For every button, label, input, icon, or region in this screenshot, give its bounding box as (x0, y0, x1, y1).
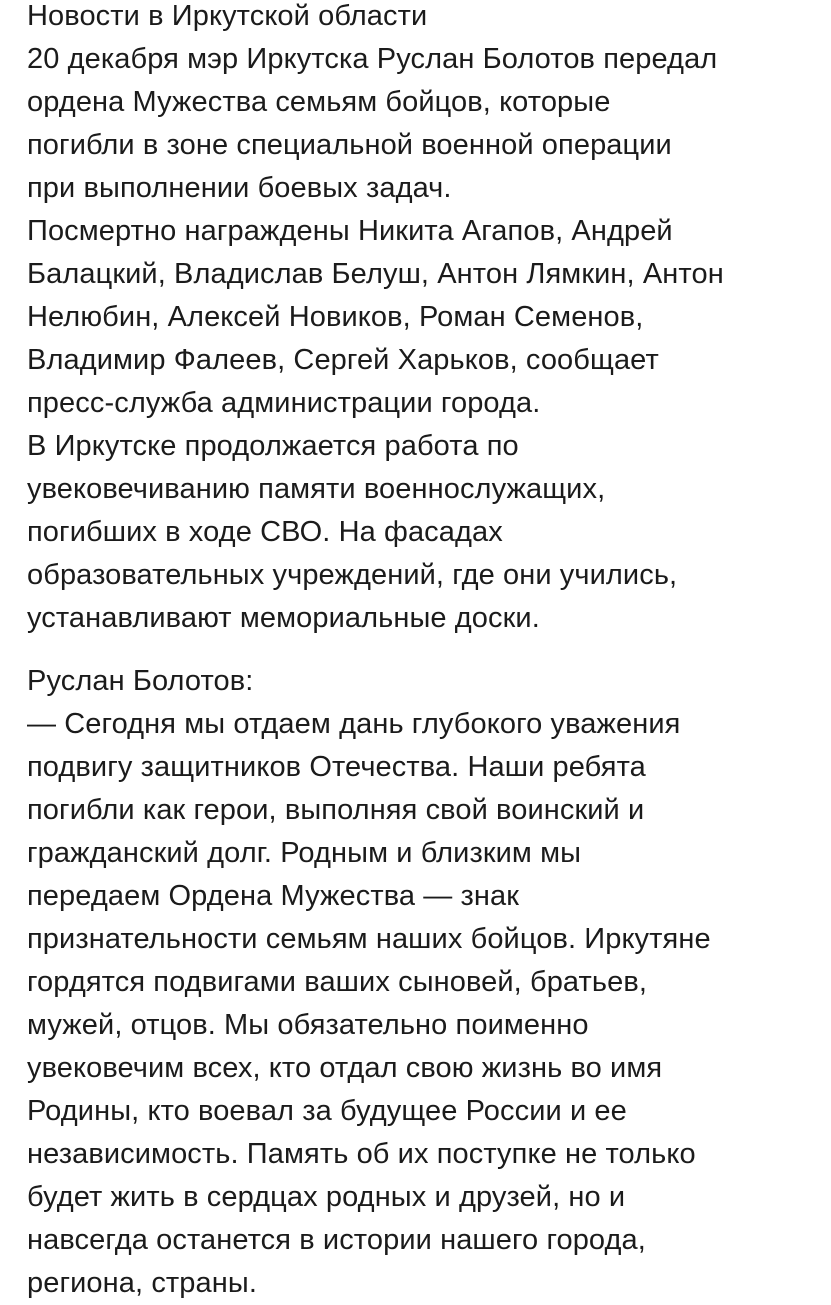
paragraph-gap (27, 640, 817, 660)
text-line: погибших в ходе СВО. На фасадах (27, 516, 503, 548)
text-line: — Сегодня мы отдаем дань глубокого уважения (27, 708, 681, 740)
message-text (27, 0, 817, 1305)
text-line: Нелюбин, Алексей Новиков, Роман Семенов, (27, 301, 644, 333)
text-line: подвигу защитников Отечества. Наши ребята (27, 751, 646, 783)
text-line: 20 декабря мэр Иркутска Руслан Болотов передал (27, 43, 718, 75)
text-line: независимость. Память об их поступке не только (27, 1138, 696, 1170)
text-line: мужей, отцов. Мы обязательно поименно (27, 1009, 589, 1041)
text-line: будет жить в сердцах родных и друзей, но и (27, 1181, 626, 1213)
text-line: увековечим всех, кто отдал свою жизнь во имя (27, 1052, 663, 1084)
text-line: гордятся подвигами ваших сыновей, братьев, (27, 966, 648, 998)
text-line: признательности семьям наших бойцов. Иркутяне (27, 923, 711, 955)
text-line: Родины, кто воевал за будущее России и ее (27, 1095, 627, 1127)
text-line: Руслан Болотов: (27, 665, 254, 697)
text-line: региона, страны. (27, 1267, 257, 1299)
text-line: пресс-служба администрации города. (27, 387, 541, 419)
text-line: при выполнении боевых задач. (27, 172, 452, 204)
text-line: погибли в зоне специальной военной операции (27, 129, 672, 161)
text-line: устанавливают мемориальные доски. (27, 602, 540, 634)
paragraph-news (27, 0, 817, 640)
text-line: увековечиванию памяти военнослужащих, (27, 473, 606, 505)
text-line: образовательных учреждений, где они учились, (27, 559, 678, 591)
text-line: передаем Ордена Мужества — знак (27, 880, 520, 912)
text-line: Посмертно награждены Никита Агапов, Андрей (27, 215, 673, 247)
text-line: Новости в Иркутской области (27, 0, 428, 32)
text-line: В Иркутске продолжается работа по (27, 430, 519, 462)
text-line: погибли как герои, выполняя свой воинский и (27, 794, 645, 826)
text-line: Владимир Фалеев, Сергей Харьков, сообщает (27, 344, 659, 376)
text-line: ордена Мужества семьям бойцов, которые (27, 86, 611, 118)
paragraph-quote (27, 660, 817, 1305)
text-line: Балацкий, Владислав Белуш, Антон Лямкин, Антон (27, 258, 724, 290)
text-line: гражданский долг. Родным и близким мы (27, 837, 582, 869)
text-line: навсегда останется в истории нашего города, (27, 1224, 646, 1256)
